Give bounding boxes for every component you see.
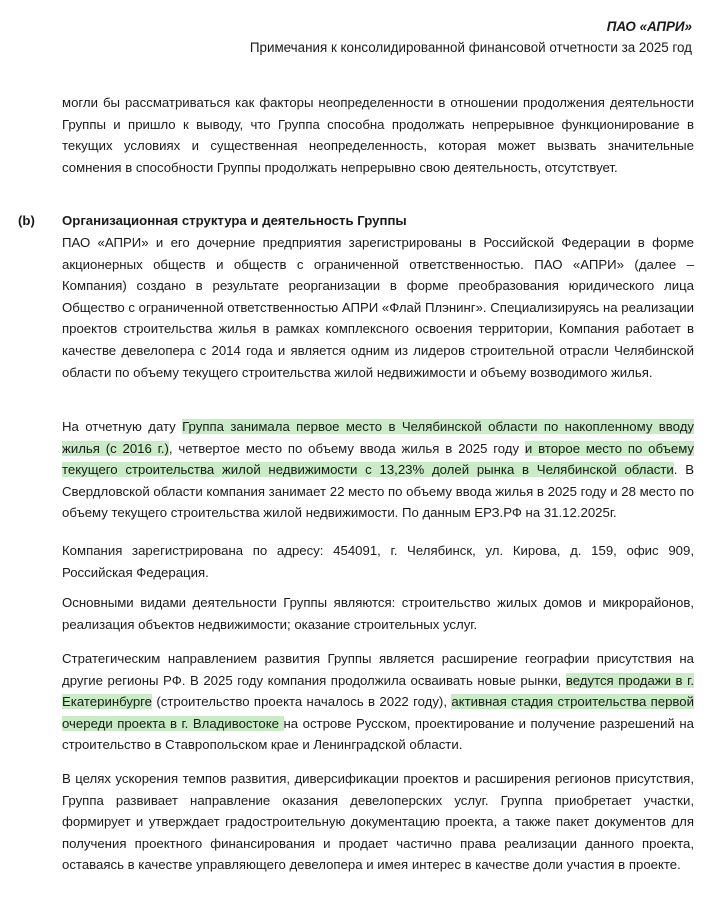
- development-services-paragraph: В целях ускорения темпов развития, диверсификации проектов и расширения регионов присутствия, Группа развивает направление оказания девелоперских услуг. Группа приобретает участки, формирует и утверждает градостроительную документацию проекта, а также пакет документов для получения проектного финансирования и продает частично права реализации данного проекта, оставаясь в качестве управляющего девелопера и имея интерес в качестве доли участия в проекте.: [62, 771, 694, 873]
- text-run: , четвертое место по объему ввода жилья в 2025 году: [168, 440, 525, 456]
- page-header: [250, 16, 692, 58]
- org-structure-paragraph: ПАО «АПРИ» и его дочерние предприятия зарегистрированы в Российской Федерации в форме акционерных обществ и обществ с ограниченной ответственностью. ПАО «АПРИ» (далее – Компания) создано в результате реорганизации в форме преобразования юридического лица Общество с ограниченной ответственностью АПРИ «Флай Плэнинг». Специализируясь на реализации проектов строительства жилья в рамках комплексного освоения территории, Компания работает в качестве девелопера с 2014 года и является одним из лидеров строительной отрасли Челябинской области по объему текущего строительства жилой недвижимости и объему возводимого жилья.: [62, 235, 694, 380]
- report-subtitle: Примечания к консолидированной финансовой отчетности за 2025 год: [249, 40, 692, 55]
- company-name: ПАО «АПРИ»: [606, 19, 692, 34]
- intro-paragraph: могли бы рассматриваться как факторы неопределенности в отношении продолжения деятельности Группы и пришло к выводу, что Группа способна продолжать непрерывное функционирование в текущих условиях и существенная неопределенность, которая может вызвать значительные сомнения в способности Группы продолжать непрерывно свою деятельность, отсутствует.: [62, 95, 694, 175]
- section-marker: (b): [18, 213, 35, 228]
- market-position-paragraph: [62, 416, 694, 524]
- text-run: . В Свердловской области компания занимает 22 место по объему ввода жилья в 2025 году и 28 место по объему текущего строительства жилой недвижимости. По данным ЕРЗ.РФ на 31.12.2025г.: [62, 462, 694, 521]
- text-run: Стратегическим направлением развития Группы является расширение географии присутствия на другие регионы РФ. В 2025 году компания продолжила осваивать новые рынки,: [62, 651, 694, 688]
- highlight-vladivostok: активная стадия строительства первой очереди проекта в г. Владивостоке: [62, 694, 694, 731]
- text-run: На отчетную дату: [62, 419, 183, 434]
- highlight-first-place: Группа занимала первое место в Челябинской области по накопленному вводу жилья (с 2016 г.): [62, 419, 694, 456]
- highlight-ekaterinburg: ведутся продажи в г. Екатеринбурге: [62, 672, 694, 710]
- strategy-paragraph: [62, 648, 694, 756]
- highlight-second-place: и второе место по объему текущего строительства жилой недвижимости с 13,23% долей рынка в Челябинской области: [62, 440, 695, 478]
- section-heading: Организационная структура и деятельность Группы: [62, 213, 407, 228]
- text-run: (строительство проекта началось в 2022 году),: [152, 694, 452, 710]
- activities-paragraph: Основными видами деятельности Группы являются: строительство жилых домов и микрорайонов, реализация объектов недвижимости; оказание строительных услуг.: [62, 595, 694, 632]
- registered-address-paragraph: Компания зарегистрирована по адресу: 454091, г. Челябинск, ул. Кирова, д. 159, офис 909, Российская Федерация.: [62, 543, 694, 580]
- text-run: на острове Русском, проектирование и получение разрешений на строительство в Ставропольском крае и Ленинградской области.: [62, 715, 694, 753]
